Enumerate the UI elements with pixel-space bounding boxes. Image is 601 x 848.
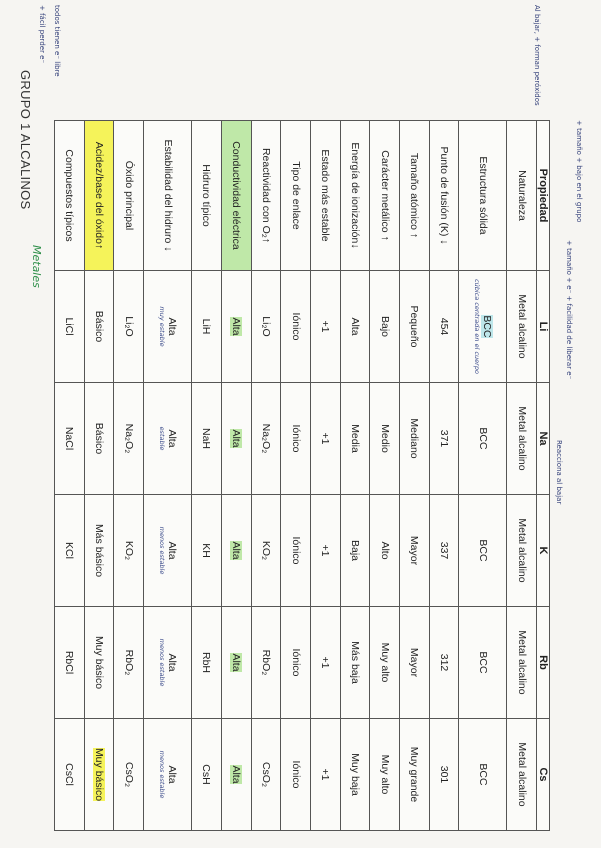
table-cell [281, 383, 311, 495]
table-cell [370, 607, 400, 719]
table-row [399, 121, 429, 831]
cell-value: BCC [476, 539, 489, 562]
table-cell [251, 495, 281, 607]
handwritten-note: cúbica centrada en el cuerpo [472, 279, 481, 374]
table-cell [84, 495, 114, 607]
table-row [340, 121, 370, 831]
table-cell [192, 383, 222, 495]
cell-value: Baja [348, 539, 361, 561]
cell-value: BCC [476, 763, 489, 786]
property-label: Carácter metálico ↑ [370, 121, 400, 271]
table-row [192, 121, 222, 831]
table-cell [340, 607, 370, 719]
table-cell [340, 719, 370, 831]
table-cell [144, 271, 192, 383]
table-row [429, 121, 459, 831]
table-cell [251, 271, 281, 383]
cell-value: Básico [93, 422, 106, 455]
cell-value: Alta [230, 541, 243, 560]
table-cell [429, 271, 459, 383]
table-cell [399, 719, 429, 831]
table-row [507, 121, 537, 831]
property-label: Reactividad con O₂↑ [251, 121, 281, 271]
cell-value: Muy alto [378, 642, 391, 683]
cell-value: Más básico [93, 523, 106, 578]
table-cell [114, 719, 144, 831]
cell-value: 337 [438, 541, 450, 560]
table-cell [507, 719, 537, 831]
cell-value: Metal alcalino [515, 518, 528, 583]
cell-value: Muy básico [93, 635, 106, 690]
cell-value: Pequeño [408, 305, 421, 348]
property-label: Estructura sólida [459, 121, 507, 271]
table-cell [399, 383, 429, 495]
property-label: Hidruro típico [192, 121, 222, 271]
table-cell [221, 495, 251, 607]
cell-value: Alta [165, 541, 178, 560]
table-cell [507, 607, 537, 719]
cell-value: +1 [319, 656, 332, 669]
table-row [221, 121, 251, 831]
table-cell [221, 607, 251, 719]
table-cell [55, 607, 85, 719]
table-cell [251, 719, 281, 831]
table-cell [144, 383, 192, 495]
table-cell [251, 607, 281, 719]
cell-value: Alto [378, 541, 391, 560]
table-body [55, 121, 537, 831]
header-k: K [537, 495, 550, 607]
cell-value: Muy básico [93, 747, 106, 802]
property-label: Estado más estable [310, 121, 340, 271]
property-label: Naturaleza [507, 121, 537, 271]
cell-value: LiCl [63, 317, 76, 336]
table-cell [429, 719, 459, 831]
table-cell [310, 383, 340, 495]
table-row [370, 121, 400, 831]
table-cell [114, 495, 144, 607]
cell-value: Iónico [289, 424, 302, 453]
cell-value: +1 [319, 544, 332, 557]
table-cell [340, 495, 370, 607]
margin-note-c: Reacciona al bajar [555, 440, 563, 505]
table-cell [459, 607, 507, 719]
table-cell [84, 607, 114, 719]
table-cell [55, 271, 85, 383]
table-cell [340, 271, 370, 383]
cell-value: +1 [319, 768, 332, 781]
table-cell [144, 495, 192, 607]
table-cell [310, 495, 340, 607]
cell-value: 312 [438, 653, 450, 672]
cell-value: KO₂ [122, 540, 135, 561]
margin-note-f: todos tienen e⁻ libre [53, 5, 61, 77]
table-cell [192, 271, 222, 383]
table-row [281, 121, 311, 831]
cell-value: Iónico [289, 312, 302, 341]
table-cell [281, 607, 311, 719]
handwritten-note: estable [157, 426, 166, 451]
table-cell [192, 607, 222, 719]
cell-value: Metal alcalino [515, 630, 528, 695]
header-rb: Rb [537, 607, 550, 719]
margin-note-d: Al bajar, + forman peróxidos [533, 5, 541, 106]
page-title: GRUPO 1 ALCALINOS [18, 70, 33, 210]
property-label: Conductividad eléctrica [221, 121, 251, 271]
table-cell [114, 271, 144, 383]
table-cell [310, 271, 340, 383]
title-handwritten-note: Metales [30, 245, 43, 288]
cell-value: 454 [438, 317, 450, 336]
table-cell [459, 719, 507, 831]
handwritten-note: menos estable [157, 750, 166, 799]
handwritten-note: menos estable [157, 638, 166, 687]
table-cell [459, 383, 507, 495]
cell-value: Iónico [289, 648, 302, 677]
cell-value: KO₂ [259, 540, 272, 561]
cell-value: Muy baja [348, 753, 361, 796]
table-cell [144, 719, 192, 831]
property-label: Tamaño atómico ↑ [399, 121, 429, 271]
table-cell [114, 383, 144, 495]
table-cell [399, 271, 429, 383]
table-cell [399, 607, 429, 719]
table-cell [281, 719, 311, 831]
cell-value: Alta [165, 653, 178, 672]
table-cell [221, 719, 251, 831]
property-label: Tipo de enlace [281, 121, 311, 271]
cell-value: Medio [378, 424, 391, 453]
property-label: Óxido principal [114, 121, 144, 271]
table-cell [370, 719, 400, 831]
properties-table [54, 120, 550, 831]
table-row [114, 121, 144, 831]
cell-value: Iónico [289, 760, 302, 789]
cell-value: Alta [230, 653, 243, 672]
header-cs: Cs [537, 719, 550, 831]
header-row [537, 121, 550, 831]
cell-value: +1 [319, 320, 332, 333]
cell-value: CsH [200, 764, 213, 785]
cell-value: Más baja [348, 641, 361, 684]
table-cell [144, 607, 192, 719]
table-cell [459, 495, 507, 607]
cell-value: Alta [230, 429, 243, 448]
cell-value: Bajo [378, 315, 391, 337]
cell-value: Iónico [289, 536, 302, 565]
table-cell [340, 383, 370, 495]
table-row [144, 121, 192, 831]
table-cell [310, 607, 340, 719]
cell-value: Alta [165, 317, 178, 336]
table-cell [192, 495, 222, 607]
cell-value: Metal alcalino [515, 294, 528, 359]
table-cell [310, 719, 340, 831]
handwritten-note: menos estable [157, 526, 166, 575]
table-cell [84, 719, 114, 831]
table-cell [221, 271, 251, 383]
table-cell [429, 383, 459, 495]
property-label: Compuestos típicos [55, 121, 85, 271]
cell-value: BCC [480, 315, 493, 338]
header-propiedad: Propiedad [537, 121, 550, 271]
table-cell [399, 495, 429, 607]
table-cell [507, 271, 537, 383]
cell-value: Alta [165, 765, 178, 784]
table-cell [192, 719, 222, 831]
property-label: Estabilidad del hidruro ↓ [144, 121, 192, 271]
cell-value: NaCl [63, 426, 76, 451]
header-na: Na [537, 383, 550, 495]
table-cell [429, 607, 459, 719]
cell-value: Alta [348, 317, 361, 336]
cell-value: Básico [93, 310, 106, 343]
cell-value: Metal alcalino [515, 742, 528, 807]
table-row [310, 121, 340, 831]
table-cell [221, 383, 251, 495]
table-cell [251, 383, 281, 495]
cell-value: Li₂O [259, 316, 272, 337]
table-cell [281, 495, 311, 607]
cell-value: Alta [230, 765, 243, 784]
table-cell [84, 383, 114, 495]
table-row [55, 121, 85, 831]
cell-value: Metal alcalino [515, 406, 528, 471]
table-cell [507, 383, 537, 495]
table-cell [370, 271, 400, 383]
table-cell [507, 495, 537, 607]
cell-value: Na₂O₂ [259, 423, 272, 454]
cell-value: Muy alto [378, 754, 391, 795]
cell-value: CsO₂ [259, 761, 272, 788]
table-cell [55, 383, 85, 495]
cell-value: BCC [476, 427, 489, 450]
cell-value: RbH [200, 651, 213, 673]
cell-value: RbO₂ [259, 649, 272, 676]
cell-value: Media [348, 424, 361, 453]
cell-value: +1 [319, 432, 332, 445]
cell-value: Li₂O [122, 316, 135, 337]
table-cell [429, 495, 459, 607]
cell-value: Muy grande [408, 746, 421, 803]
table-row [251, 121, 281, 831]
cell-value: Na₂O₂ [122, 423, 135, 454]
table-row [84, 121, 114, 831]
margin-note-a: + tamaño + bajo en el grupo [575, 120, 583, 223]
cell-value: CsCl [63, 763, 76, 786]
table-cell [281, 271, 311, 383]
table-cell [55, 495, 85, 607]
header-li: Li [537, 271, 550, 383]
table-cell [370, 383, 400, 495]
table-row [459, 121, 507, 831]
table-cell [84, 271, 114, 383]
table-cell [370, 495, 400, 607]
cell-value: LiH [200, 318, 213, 335]
cell-value: Mayor [408, 647, 421, 678]
cell-value: 371 [438, 429, 450, 448]
property-label: Acidez/base del óxido↑ [84, 121, 114, 271]
cell-value: KCl [63, 542, 76, 559]
cell-value: RbCl [63, 650, 76, 675]
cell-value: 301 [438, 765, 450, 784]
cell-value: KH [200, 543, 213, 558]
margin-note-b: + tamaño + e⁻ + facilidad de liberar e⁻ [565, 240, 573, 380]
handwritten-note: muy estable [157, 306, 166, 347]
property-label: Energía de ionización↓ [340, 121, 370, 271]
cell-value: Alta [230, 317, 243, 336]
table-cell [55, 719, 85, 831]
cell-value: Mayor [408, 535, 421, 566]
table-cell [114, 607, 144, 719]
property-label: Punto de fusión (K) ↓ [429, 121, 459, 271]
table-cell [459, 271, 507, 383]
cell-value: Mediano [408, 418, 421, 459]
cell-value: NaH [200, 427, 213, 449]
margin-note-e: + fácil perder e⁻ [38, 5, 46, 64]
cell-value: RbO₂ [122, 649, 135, 676]
cell-value: BCC [476, 651, 489, 674]
cell-value: CsO₂ [122, 761, 135, 788]
cell-value: Alta [165, 429, 178, 448]
